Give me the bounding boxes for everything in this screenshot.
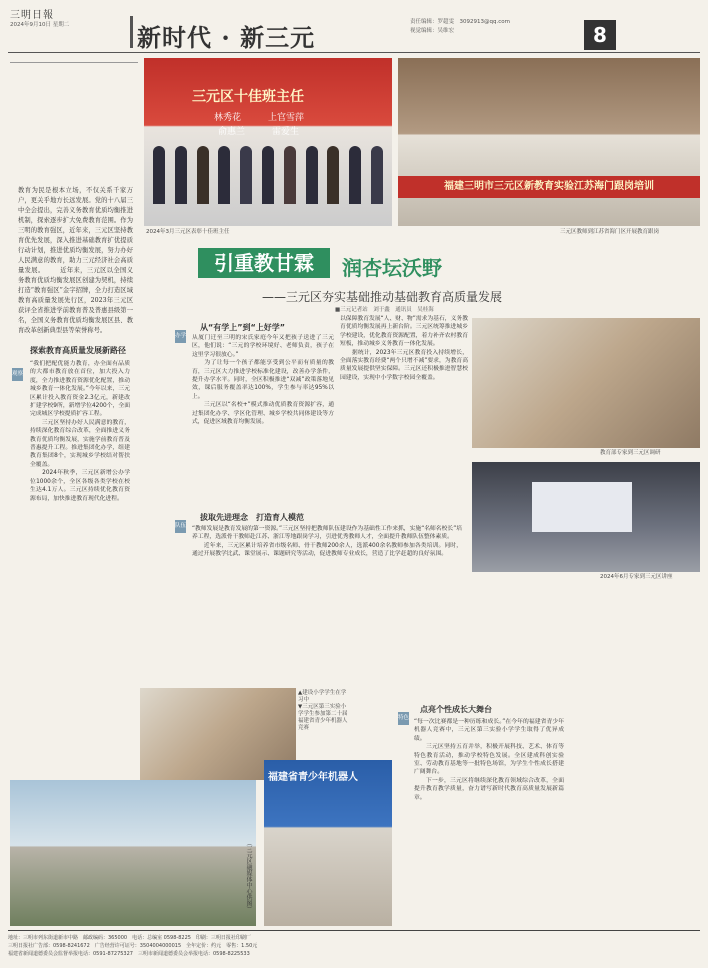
footer-line-3: 福建省新闻道德委员会监督举报电话：0591-87275327 三明市新闻道德委员会举报电话：0598-8225533 [8, 951, 250, 957]
editor-line-2: 视觉编辑：吴维宏 [410, 28, 455, 34]
photo-robot-competition [264, 760, 392, 926]
intro-top-rule [10, 62, 138, 63]
photo-banner-top-right: 福建三明市三元区新教育实验江苏海门跟岗培训 [444, 181, 654, 192]
newspaper-logo: 三明日報 [10, 10, 54, 21]
photo-banner-robot: 福建省青少年机器人 [268, 772, 358, 783]
section-tag-2: 办学 [175, 330, 186, 343]
section-tag-3: 队伍 [175, 520, 186, 533]
lecture-screen [532, 482, 632, 532]
section-body-4: “每一次比赛都是一种历练和成长。”在今年的福建省青少年机器人竞赛中，三元区第三实验小学学生取得了优异成绩。 三元区坚持五育并举，积极开展科技、艺术、体育等特色教育活动，推动学校特色发展。全区建成科创实验室、劳动教育基地等一批特色场馆，为学生个性成长搭建广阔舞台。 下一步，三元区将继续深化教育领域综合改革，全面提升教育教学质量，奋力谱写新时代教育高质量发展新篇章。 [414, 719, 564, 801]
headline-part1: 引重教甘霖 [214, 251, 314, 275]
caption-right-lower: 2024年6月专家到三元区讲座 [600, 574, 673, 580]
photo-names-row-2: 俞惠兰 雷爱生 [218, 127, 300, 137]
page-number: 8 [584, 20, 616, 50]
photo-expert-visit [472, 318, 700, 448]
section-body-3-continued [470, 582, 700, 682]
footer-line-1: 地址：三明市列东街道新市中路 邮政编码：365000 电话：总编室 0598-8225 印刷：三明日报社印刷厂 [8, 935, 251, 941]
section-body-2: 从厦门迁至三明的宋氏家庭今年又把孩子送进了三元区，他们说：“三元的学校环境好、老师负责，孩子在这里学习很放心。” 为了让每一个孩子都能享受到公平而有质量的教育，三元区大力推进学校标准化建设，改善办学条件，提升办学水平。同时，全区积极推进“双减”政策落地见效，课后服务覆盖率达100%，学生参与率达95%以上。 三元区以“名校+”模式推动优质教育资源扩容，通过集团化办学、学区化管理、城乡学校共同体建设等方式，促进区域教育均衡发展。 [192, 335, 334, 426]
photo-school-campus [10, 780, 256, 926]
section-body-3: “教师发展是教育发展的第一资源。”三元区坚持把教师队伍建设作为基础性工作来抓，实施“名师名校长”培养工程，选派骨干教师赴江苏、浙江等地跟岗学习，引进优秀教师人才，全面提升教师队伍整体素质。 近年来，三元区累计培养省市级名师、骨干教师200余人，选派400余名教师参加各类培训。同时，通过开展教学比武、课堂展示、课题研究等活动，促进教师专业成长，营造了比学赶超的良好氛围。 [192, 526, 462, 558]
headline-subtitle: ——三元区夯实基础推动基础教育高质量发展 [262, 290, 503, 304]
caption-city: （三元区融媒体中心供图） [245, 840, 252, 912]
footer-line-2: 三明日报社广告部：0598-8241672 广告经营许可证号：3504004000015 全年定价：约元 零售：1.50元 [8, 943, 258, 949]
caption-lower-left: ▲建设小学学生在学习中 ▼三元区第三实验小学学生参加第二十届福建省青少年机器人竞赛 [298, 690, 348, 731]
caption-right-middle: 教育部专家到三元区调研 [600, 450, 661, 456]
section-body-4-continued [572, 700, 700, 926]
photo-names-row-1: 林秀花 上官雪萍 [214, 113, 305, 123]
section-tag-1: 观察 [12, 368, 23, 381]
section-heading-1: 探索教育高质量发展新路径 [30, 346, 126, 355]
editor-line-1: 责任编辑：罗超雯 3092913@qq.com [410, 19, 510, 25]
issue-date: 2024年9月10日 星期二 [10, 22, 70, 28]
headline-part1-box [198, 248, 330, 278]
section-body-1: “我们把配优能力教育，办全面有品质的大都市教育放在首位，加大投入力度，全力推进教育资源优化配置，推动城乡教育一体化发展。”今年以来，三元区累计投入教育资金2.3亿元，新建改扩建学校9所，新增学位4200个，全面完成城区学校提质扩容工程。 三元区坚持办好人民满意的教育，持续深化教育综合改革，全面推进义务教育优质均衡发展，实施学前教育普及普惠提升工程。推进集团化办学，组建教育集团8个，实现城乡学校结对帮扶全覆盖。 2024年秋季，三元区新增公办学位1000余个，全区各级各类学校在校生达4.1万人。三元区持续优化教育资源布局，加快推进教育现代化进程。 [30, 361, 130, 502]
middle-column-text: 以保障教育发展“人、财、物”需求为基石，义务教育优质均衡发展再上新台阶。三元区统筹推进城乡学校建设，优化教育资源配置，着力补齐农村教育短板，推动城乡义务教育一体化发展。 据统计，2023年三元区教育投入持续增长，全面落实教育经费“两个只增不减”要求，为教育高质量发展提供坚实保障。三元区还积极推进智慧校园建设，实现中小学数字校园全覆盖。 [340, 316, 468, 381]
photo-lecture [472, 462, 700, 572]
byline: ■三元记者站 刘于鑫 通讯员 吴桂海 [335, 307, 434, 313]
photo-top-training [398, 58, 700, 226]
section-heading-3: 拔取先进理念 打造育人模范 [200, 513, 304, 522]
headline-part2: 润杏坛沃野 [342, 256, 442, 280]
title-bar-divider [130, 16, 133, 48]
caption-top-right: 三元区教师到江苏省海门区开展教育跟岗 [560, 229, 660, 235]
section-heading-2: 从“有学上”到“上好学” [200, 323, 286, 332]
section-heading-4: 点亮个性成长大舞台 [420, 705, 492, 714]
people-row [148, 142, 388, 204]
intro-paragraph: 教育为民是根本立场，不仅关系千家万户，更关乎地方长远发展。党的十八届三中全会提出，完善义务教育优质均衡推进机制，探索逐步扩大免费教育范围。作为三明的教育强区，近年来，三元区坚持教育优先发展，深入推进基础教育扩优提质行动计划，推进优质均衡发展，努力办好人民满意的教育，助力三元经济社会高质量发展。 近年来，三元区以全国义务教育优质均衡发展区创建为契机，持续打造“教育强区”金字招牌，全力打造区域教育高质量发展先行区，2023年三元区获评全省推进学前教育普及普惠县级第一名，全国义务教育优质均衡发展区县、教育改革创新典型县等荣誉称号。 [18, 187, 133, 334]
photo-banner-bar [398, 176, 700, 198]
photo-banner-top-left: 三元区十佳班主任 [192, 89, 304, 105]
photo-top-teachers [144, 58, 392, 226]
caption-top-left: 2024年3月三元区表彰十佳班主任 [146, 229, 230, 235]
page-footer [8, 930, 700, 958]
section-tag-4: 特色 [398, 712, 409, 725]
section-title: 新时代 · 新三元 [137, 23, 316, 52]
header-rule [8, 52, 700, 53]
editor-credits [410, 18, 510, 36]
